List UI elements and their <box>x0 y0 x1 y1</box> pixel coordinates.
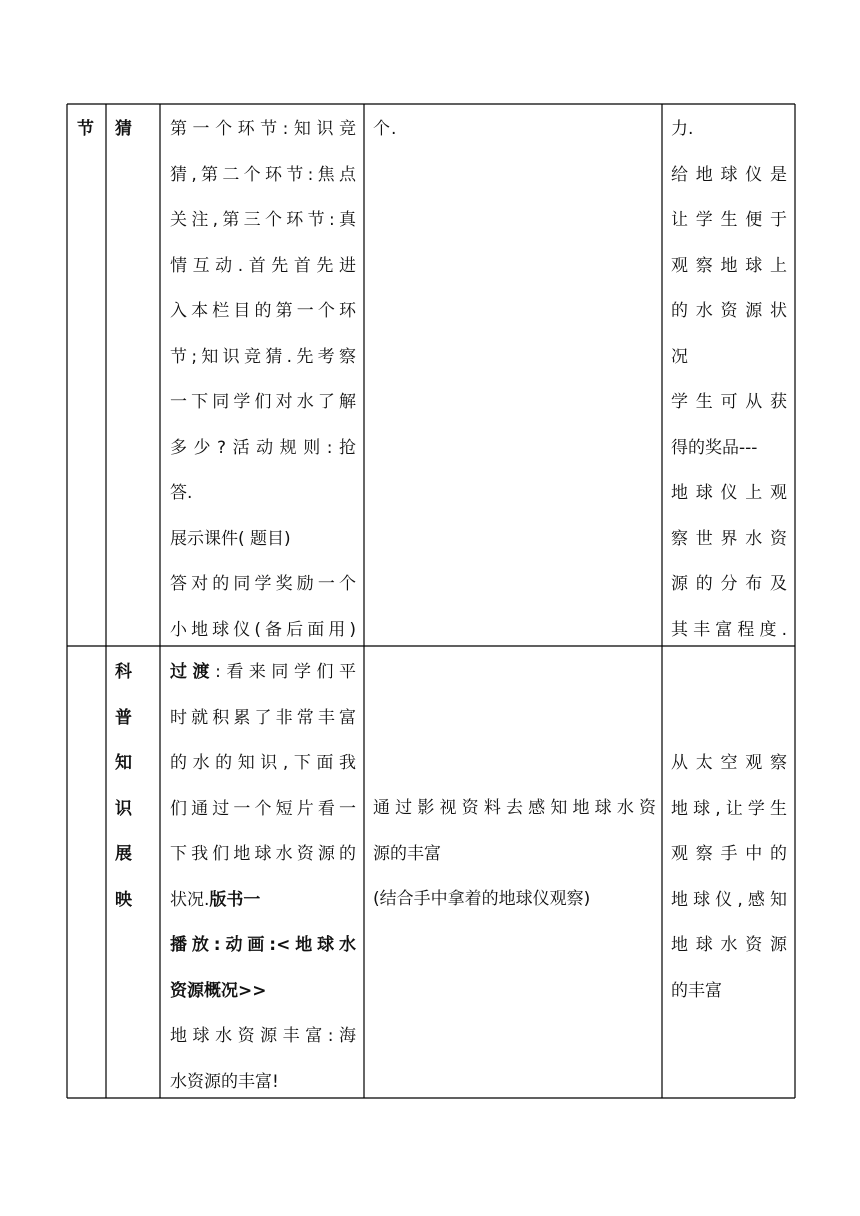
row2-col5-line: 从太空观察 <box>671 753 787 773</box>
row2-col5-line: 地球水资源 <box>671 935 787 955</box>
board-label: 版书一 <box>209 889 261 910</box>
row1-col1-text: 节 <box>77 119 95 139</box>
row2-col2-char: 普 <box>115 707 133 728</box>
row1-col3-line: 多少?活动规则:抢 <box>170 437 356 458</box>
row1-col5-line: 源的分布及 <box>671 574 787 594</box>
row2-col5-cell <box>671 741 787 1014</box>
row1-col5-line: 让学生便于 <box>671 210 787 230</box>
row2-col5-line: 地球,让学生 <box>671 798 787 819</box>
row1-col5-line: 况 <box>671 346 688 367</box>
row1-col5-line: 的水资源状 <box>671 301 787 321</box>
row2-col5-line: 观察手中的 <box>671 844 787 864</box>
row1-col3-line: 小地球仪(备后面用) <box>170 619 356 640</box>
row2-col2-char: 识 <box>115 798 133 819</box>
row1-col5-line: 其丰富程度. <box>671 619 787 640</box>
row1-col1-cell <box>77 107 95 153</box>
row1-col2-cell <box>115 107 133 153</box>
row2-col4-line: (结合手中拿着的地球仪观察) <box>373 889 591 909</box>
row1-col5-line: 力. <box>671 119 694 139</box>
row2-col3-line: 时就积累了非常丰富 <box>170 707 356 728</box>
row1-col5-cell <box>671 107 787 653</box>
row1-col4-cell <box>373 107 397 153</box>
row1-col5-line: 察世界水资 <box>671 528 787 549</box>
animation-title: 资源概况>> <box>170 980 267 1001</box>
row2-col3-cell <box>170 650 356 1105</box>
row2-col2-cell <box>115 650 133 923</box>
row2-col4-line: 源的丰富 <box>373 843 441 864</box>
row2-col3-line: 地球水资源丰富:海 <box>170 1026 356 1046</box>
row2-col4-cell <box>373 786 656 923</box>
row1-col3-line: 情互动.首先首先进 <box>170 255 356 276</box>
row2-col3-l1-rest: :看来同学们平 <box>215 662 357 682</box>
row2-col5-line: 的丰富 <box>671 980 722 1001</box>
row2-col3-line: 们通过一个短片看一 <box>170 798 356 819</box>
row2-col3-line-6 <box>170 878 356 924</box>
transition-label: 过渡 <box>170 662 216 682</box>
row1-col5-line: 学生可从获 <box>671 392 787 412</box>
row1-col3-line: 节;知识竞猜.先考察 <box>170 346 356 367</box>
row1-col5-line: 给地球仪是 <box>671 164 787 185</box>
row1-col4-text: 个. <box>373 119 398 139</box>
row2-col4-line: 通过影视资料去感知地球水资 <box>373 798 656 818</box>
row1-col5-line: 观察地球上 <box>671 255 787 276</box>
row1-col3-line: 答. <box>170 483 193 503</box>
row2-col3-line: 下我们地球水资源的 <box>170 844 356 864</box>
row1-col5-line: 得的奖品--- <box>671 437 758 458</box>
row1-col3-cell <box>170 107 356 653</box>
row1-col3-line: 关注,第三个环节:真 <box>170 210 356 230</box>
play-label: 播放:动画:<地球水 <box>170 935 356 955</box>
row2-col3-line: 的水的知识,下面我 <box>170 753 356 773</box>
row1-col5-line: 地球仪上观 <box>671 483 787 503</box>
row1-col3-line: 猜,第二个环节:焦点 <box>170 164 356 185</box>
row1-col3-line: 一下同学们对水了解 <box>170 392 356 412</box>
row1-col2-text: 猜 <box>115 119 133 139</box>
row1-col3-line: 展示课件( 题目) <box>170 528 291 549</box>
row1-col3-line: 入本栏目的第一个环 <box>170 301 356 321</box>
row1-col3-line: 答对的同学奖励一个 <box>170 574 356 594</box>
row1-col3-line: 第一个环节:知识竞 <box>170 119 356 139</box>
row2-col2-char: 科 <box>115 662 133 682</box>
row2-col3-line-1 <box>170 650 356 696</box>
row2-col5-line: 地球仪,感知 <box>671 889 787 910</box>
row2-col2-char: 知 <box>115 753 133 773</box>
row2-col2-char: 映 <box>115 889 133 910</box>
row2-col3-line: 水资源的丰富! <box>170 1071 279 1092</box>
row2-col2-char: 展 <box>115 844 133 864</box>
row2-col3-l6-rest: 状况. <box>170 889 210 910</box>
